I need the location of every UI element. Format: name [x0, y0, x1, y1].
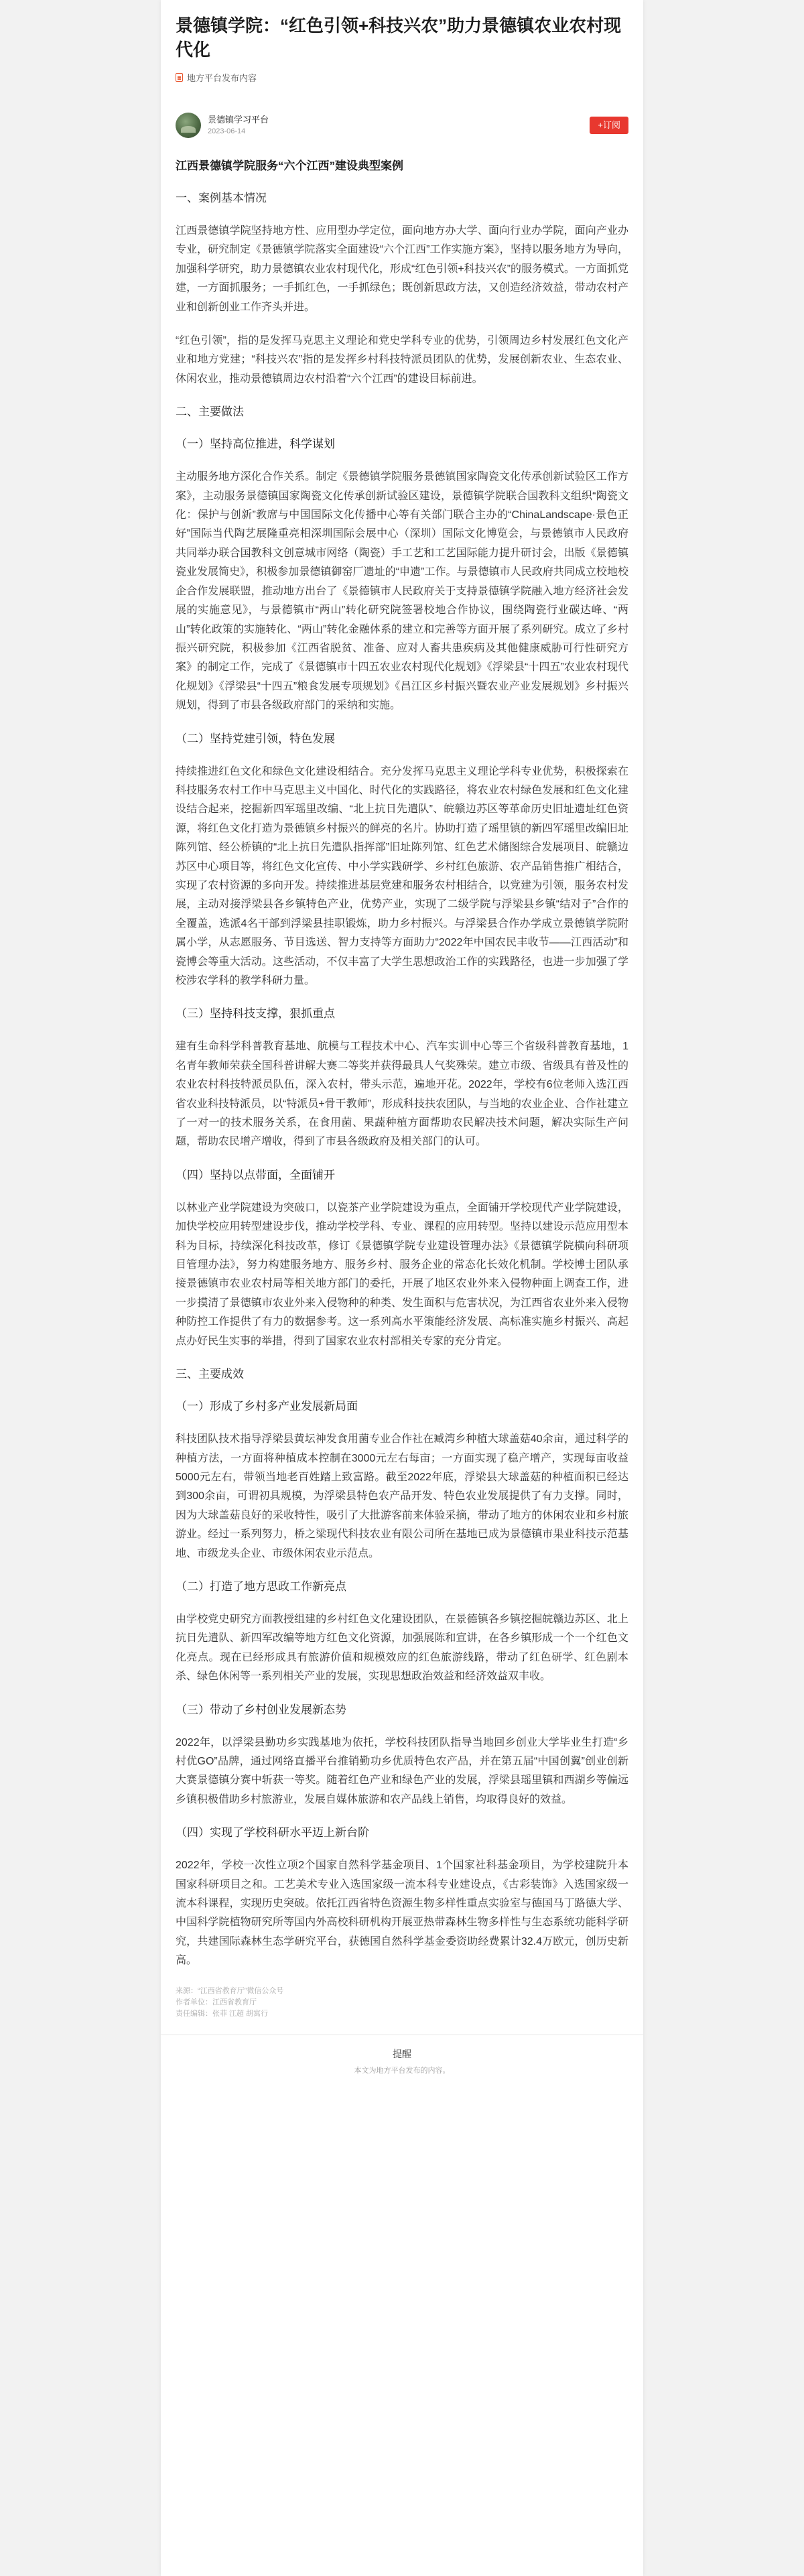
paragraph: 2022年，学校一次性立项2个国家自然科学基金项目、1个国家社科基金项目，为学校建院升本国家科研项目之和。工艺美术专业入选国家级一流本科专业建设点，《古彩装饰》入选国家级一流本科课程，实现历史突破。依托江西省特色资源生物多样性重点实验室与德国马丁路德大学、中国科学院植物研究所等国内外高校科研机构开展亚热带森林生物多样性与生态系统功能科学研究，共建国际森林生态学研究平台，获德国自然科学基金委资助经费累计32.4万欧元，创历史新高。 [176, 1860, 628, 1967]
paragraph: 2022年，以浮梁县勤功乡实践基地为依托，学校科技团队指导当地回乡创业大学毕业生打造“乡村优GO”品牌，通过网络直播平台推销勤功乡优质特色农产品，并在第五届“中国创翼”创业创新大赛景德镇分赛中斩获一等奖。随着红色产业和绿色产业的发展，浮梁县瑶里镇和西湖乡等偏远乡镇积极借助乡村旅游业，发展自媒体旅游和农产品线上销售，均取得良好的效益。 [176, 1736, 628, 1805]
subsection-title: （一）形成了乡村多产业发展新局面 [176, 1400, 358, 1413]
paragraph: 主动服务地方深化合作关系。制定《景德镇学院服务景德镇国家陶瓷文化传承创新试验区工作方案》，主动服务景德镇国家陶瓷文化传承创新试验区建设，景德镇学院联合国教科文组织“陶瓷文化：保护与创新”教席与中国国际文化传播中心等有关部门联合主办的“ChinaLandscape·景色正好”国际当代陶艺展隆重亮相深圳国际会展中心（深圳）国际文化博览会，与景德镇市人民政府共同举办联合国教科文创意城市网络（陶瓷）手工艺和工艺国际能力提升研讨会，出版《景德镇瓷业发展简史》，积极参加景德镇御窑厂遗址的“申遗”工作。与景德镇市人民政府共同成立校地校企合作发展联盟，推动地方出台了《景德镇市人民政府关于支持景德镇学院融入地方经济社会发展的实施意见》，与景德镇市“两山”转化研究院签署校地合作协议，围绕陶瓷行业碳达峰、“两山”转化政策的实施转化、“两山”转化金融体系的建立和完善等方面开展了系列研究。成立了乡村振兴研究院，积极参加《江西省脱贫、准备、应对人畜共患疾病及其他健康威胁可行性研究方案》的制定工作，完成了《景德镇市十四五农业农村现代化规划》《浮梁县“十四五”农业农村现代化规划》《浮梁县“十四五”粮食发展专项规划》《昌江区乡村振兴暨农业产业发展规划》乡村振兴规划，得到了市县各级政府部门的采纳和实施。 [176, 471, 628, 712]
meta-author: 作者单位：江西省教育厅 [176, 1998, 257, 2006]
section-title: 三、主要成效 [176, 1368, 244, 1381]
paragraph: 科技团队技术指导浮梁县黄坛神发食用菌专业合作社在臧湾乡种植大球盖菇40余亩，通过科学的种植方法，一方面将种植成本控制在3000元左右每亩；一方面实现了稳产增产，实现每亩收益5000元左右，带领当地老百姓踏上致富路。截至2022年底，浮梁县大球盖菇的种植面积已经达到300余亩，可谓初具规模，为浮梁县特色农产品开发、特色农业发展提供了有力支撑。同时，因为大球盖菇良好的采收特性，吸引了大批游客前来体验采摘，带动了地方的休闲农业和乡村旅游业。经过一系列努力，桥之梁现代科技农业有限公司所在基地已成为景德镇市果业科技示范基地、市级龙头企业、市级休闲农业示范点。 [176, 1433, 628, 1559]
author-bar [176, 111, 628, 140]
footer-note [176, 2035, 628, 2077]
subsection-title: （二）打造了地方思政工作新亮点 [176, 1580, 346, 1593]
paragraph: 江西景德镇学院坚持地方性、应用型办学定位，面向地方办大学、面向行业办学院，面向产业办专业，研究制定《景德镇学院落实全面建设“六个江西”工作实施方案》，坚持以服务地方为导向，加强科学研究，助力景德镇农业农村现代化，形成“红色引领+科技兴农”的服务模式。一方面抓党建，一方面抓服务；一手抓红色，一手抓绿色；既创新思政方法，又创造经济效益，带动农村产业和创新创业工作齐头并进。 [176, 225, 629, 313]
paragraph: “红色引领”，指的是发挥马克思主义理论和党史学科专业的优势，引领周边乡村发展红色文化产业和地方党建；“科技兴农”指的是发挥乡村科技特派员团队的优势，发展创新农业、生态农业、休闲农业，推动景德镇周边农村沿着“六个江西”的建设目标前进。 [176, 335, 628, 385]
author-info [208, 114, 590, 137]
article-meta [176, 1986, 628, 2020]
footer-text: 本文为地方平台发布的内容。 [354, 2066, 450, 2075]
subsection-title: （一）坚持高位推进，科学谋划 [176, 438, 335, 451]
subsection-title: （三）坚持科技支撑，狠抓重点 [176, 1007, 335, 1021]
meta-editor: 责任编辑：张菲 江超 胡寓行 [176, 2009, 269, 2018]
meta-source: 来源：“江西省教育厅”微信公众号 [176, 1986, 284, 1995]
footer-label: 提醒 [393, 2048, 411, 2059]
article-page [161, 0, 643, 2576]
section-title: 一、案例基本情况 [176, 192, 267, 204]
article-title: 景德镇学院：“红色引领+科技兴农”助力景德镇农业农村现代化 [176, 15, 622, 60]
article-heading: 江西景德镇学院服务“六个江西”建设典型案例 [176, 159, 403, 172]
subsection-title: （三）带动了乡村创业发展新态势 [176, 1703, 346, 1716]
subsection-title: （四）实现了学校科研水平迈上新台阶 [176, 1826, 369, 1840]
section-title: 二、主要做法 [176, 405, 244, 419]
author-avatar[interactable] [176, 113, 201, 138]
subscribe-button[interactable]: +订阅 [590, 117, 628, 134]
author-name[interactable]: 景德镇学习平台 [208, 115, 269, 125]
paragraph: 建有生命科学科普教育基地、航模与工程技术中心、汽车实训中心等三个省级科普教育基地，1名青年教师荣获全国科普讲解大赛二等奖并获得最具人气奖殊荣。建立市级、省级具有普及性的农业农村科技特派员队伍，深入农村，带头示范，遍地开花。2022年，学校有6位老师入选江西省农业科技特派员，以“特派员+骨干教师”，形成科技扶农团队，与当地的农业企业、合作社建立了一对一的技术服务关系，在食用菌、果蔬种植方面帮助农民解决技术问题，解决实际生产问题，帮助农民增产增收，得到了市县各级政府及相关部门的认可。 [176, 1041, 629, 1148]
paragraph: 以林业产业学院建设为突破口，以瓷茶产业学院建设为重点，全面铺开学校现代产业学院建设，加快学校应用转型建设步伐，推动学校学科、专业、课程的应用转型。坚持以建设示范应用型本科为目标，持续深化科技改革，修订《景德镇学院专业建设管理办法》《景德镇学院横向科研项目管理办法》，努力构建服务地方、服务乡村、服务企业的常态化长效化机制。学校博士团队承接景德镇市农业农村局等相关地方部门的委托，开展了地区农业外来入侵物种面上调查工作，进一步摸清了景德镇市农业外来入侵物种的种类、发生面积与危害状况，为江西省农业外来入侵物种防控工作提供了有力的数据参考。这一系列高水平策能经济发展、高标准实施乡村振兴、高起点办好民生实事的举措，得到了国家农业农村部相关专家的充分肯定。 [176, 1202, 628, 1347]
subsection-title: （四）坚持以点带面，全面铺开 [176, 1168, 335, 1181]
paragraph: 由学校党史研究方面教授组建的乡村红色文化建设团队，在景德镇各乡镇挖掘皖赣边苏区、北上抗日先遣队、新四军改编等地方红色文化资源，加强展陈和宣讲，在各乡镇形成一个一个红色文化亮点。现在已经形成具有旅游价值和规模效应的红色旅游线路，带动了红色研学、红色剧本杀、绿色休闲等一系列相关产业的发展，实现思想政治效益和经济效益双丰收。 [176, 1613, 628, 1683]
source-row [176, 71, 628, 84]
article-body [176, 157, 628, 1971]
source-label: 地方平台发布内容 [187, 73, 257, 83]
subsection-title: （二）坚持党建引领，特色发展 [176, 732, 335, 745]
paragraph: 持续推进红色文化和绿色文化建设相结合。充分发挥马克思主义理论学科专业优势，积极探索在科技服务农村工作中马克思主义中国化、时代化的实践路径，将农业农村绿色发展和红色文化建设结合起来，挖掘新四军瑶里改编、“北上抗日先遣队”、皖赣边苏区等革命历史旧址遗址红色资源，将红色文化打造为景德镇乡村振兴的鲜亮的名片。协助打造了瑶里镇的新四军瑶里改编旧址陈列馆、经公桥镇的“北上抗日先遣队指挥部”旧址陈列馆、红色艺术储图综合发展项目、皖赣边苏区中心项目等，将红色文化宣传、中小学实践研学、乡村红色旅游、农产品销售推广相结合，实现了农村资源的多向开发。持续推进基层党建和服务农村相结合，以党建为引领，服务农村发展，主动对接浮梁县各乡镇特色产业，优势产业，实现了二级学院与浮梁县乡镇“结对子”合作的全覆盖，选派4名干部到浮梁县挂职锻炼，助力乡村振兴。与浮梁县合作办学成立景德镇学院附属小学，从志愿服务、节目选送、智力支持等方面助力“2022年中国农民丰收节——江西活动”和瓷博会等重大活动。这些活动，不仅丰富了大学生思想政治工作的实践路径，也进一步加强了学校涉农学科的教学科研力量。 [176, 765, 628, 986]
document-icon [176, 73, 183, 82]
publish-date: 2023-06-14 [208, 127, 246, 135]
